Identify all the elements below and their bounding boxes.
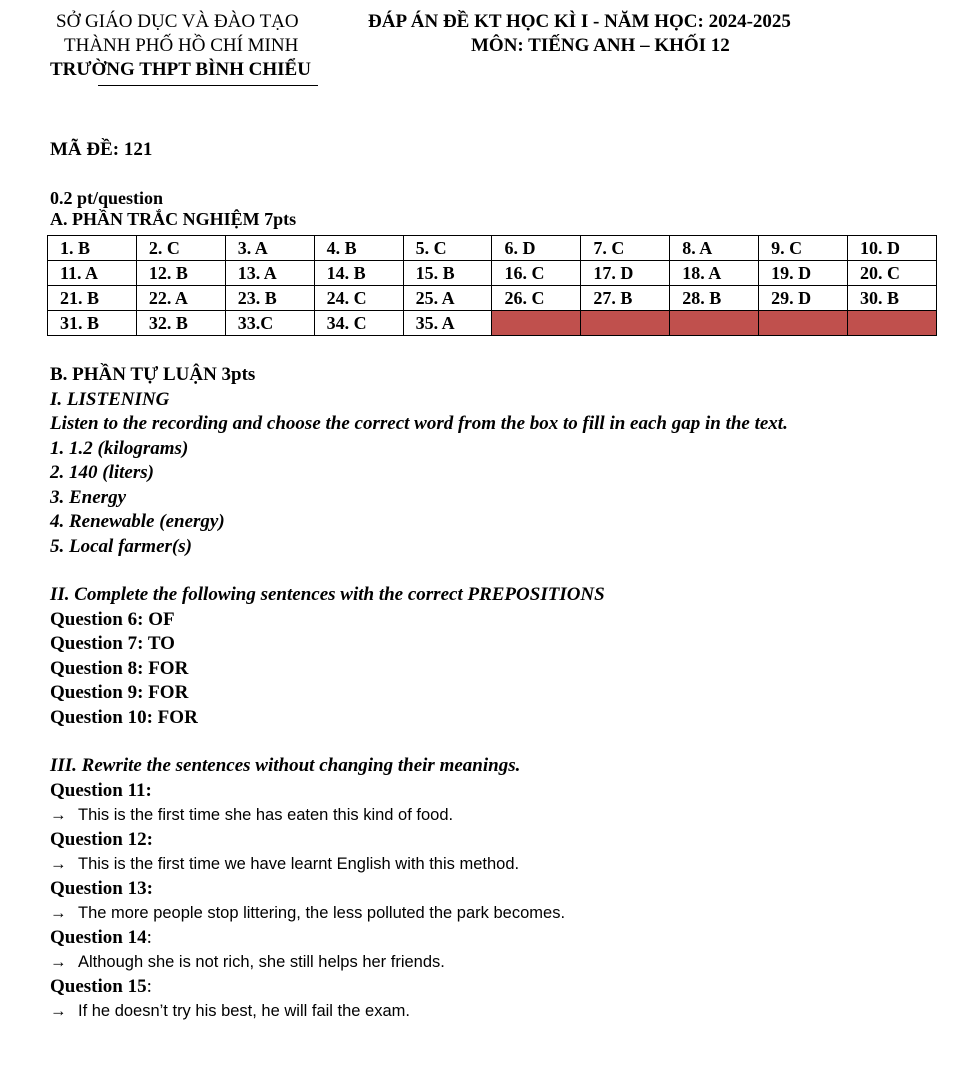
answer-cell: 9. C [759,236,848,261]
label-colon: : [146,975,152,997]
answer-cell: 14. B [314,261,403,286]
section-b [50,363,950,1024]
table-row [48,236,937,261]
answer-text: Although she is not rich, she still helps her friends. [78,953,445,971]
answer-cell: 3. A [225,236,314,261]
listening-instruction: Listen to the recording and choose the correct word from the box to fill in each gap in the text. [50,413,788,434]
answer-cell: 16. C [492,261,581,286]
question-label-line [50,975,950,1000]
answer-text: This is the first time she has eaten this kind of food. [78,806,454,824]
answer-cell: 13. A [225,261,314,286]
listening-answer: 3. Energy [50,486,126,508]
question-label: Question 11: [50,779,152,801]
arrow-icon: → [50,855,67,873]
answer-value: TO [147,633,175,654]
spacer [50,730,950,754]
prepositions-heading: II. Complete the following sentences with the correct PREPOSITIONS [50,584,605,605]
answer-cell: 5. C [403,236,492,261]
spacer [50,559,950,583]
answer-cell: 31. B [48,311,137,336]
rewrite-answer [50,950,950,975]
empty-filled-cell [581,311,670,336]
arrow-icon: → [50,904,67,922]
department-name: SỞ GIÁO DỤC VÀ ĐÀO TẠO [56,11,299,32]
answer-cell: 12. B [136,261,225,286]
answer-value: FOR [148,657,189,679]
answer-cell: 11. A [48,261,137,286]
answer-cell: 28. B [670,286,759,311]
section-a-title: A. PHẦN TRẮC NGHIỆM 7pts [50,209,297,229]
empty-filled-cell [492,311,581,336]
rewrite-answer [50,803,950,828]
city-name: THÀNH PHỐ HỒ CHÍ MINH [64,35,299,56]
arrow-icon: → [50,953,67,971]
answer-cell: 20. C [848,261,937,286]
answer-cell: 2. C [136,236,225,261]
question-label: Question 13: [50,877,153,899]
answer-cell: 19. D [759,261,848,286]
preposition-answer [50,706,950,731]
answer-cell: 6. D [492,236,581,261]
preposition-answer [50,608,950,633]
answer-cell: 27. B [581,286,670,311]
subject-line: MÔN: TIẾNG ANH – KHỐI 12 [471,35,730,56]
answer-text: This is the first time we have learnt English with this method. [78,855,520,873]
answer-cell: 18. A [670,261,759,286]
preposition-answer [50,632,950,657]
points-info [50,188,296,230]
section-b-title: B. PHẦN TỰ LUẬN 3pts [50,364,256,385]
table-row [48,311,937,336]
answer-cell: 7. C [581,236,670,261]
answer-cell: 4. B [314,236,403,261]
answer-cell: 8. A [670,236,759,261]
listening-answer: 5. Local farmer(s) [50,535,192,557]
answer-value: OF [148,608,175,630]
question-label: Question 7: [50,633,148,654]
answer-cell: 35. A [403,311,492,336]
answer-value: : FOR [137,682,189,703]
listening-answer: 4. Renewable (energy) [50,511,225,532]
answer-cell: 24. C [314,286,403,311]
answer-cell: 32. B [136,311,225,336]
question-label: Question 15 [50,975,147,997]
answer-cell: 17. D [581,261,670,286]
preposition-answer [50,657,950,682]
answer-cell: 30. B [848,286,937,311]
question-label: Question 14 [50,926,147,948]
listening-answer: 1. 1.2 (kilograms) [50,437,189,459]
school-name: TRƯỜNG THPT BÌNH CHIỂU [50,59,311,80]
answer-text: If he doesn’t try his best, he will fail the exam. [78,1002,410,1020]
school-name-underline [98,85,318,86]
answer-cell: 25. A [403,286,492,311]
answer-cell: 26. C [492,286,581,311]
listening-answer: 2. 140 (liters) [50,462,154,483]
answer-cell: 21. B [48,286,137,311]
answer-text: The more people stop littering, the less polluted the park becomes. [78,904,566,922]
arrow-icon: → [50,1002,67,1020]
answer-cell: 23. B [225,286,314,311]
question-label: Question 9 [50,682,138,703]
answer-cell: 34. C [314,311,403,336]
answer-cell: 10. D [848,236,937,261]
answer-cell: 29. D [759,286,848,311]
answer-cell: 1. B [48,236,137,261]
empty-filled-cell [848,311,937,336]
rewrite-answer [50,852,950,877]
answer-cell: 33.C [225,311,314,336]
rewrite-heading: III. Rewrite the sentences without changing their meanings. [50,755,521,776]
arrow-icon: → [50,806,67,824]
empty-filled-cell [759,311,848,336]
question-label: Question 6: [50,608,149,630]
table-row [48,261,937,286]
exam-code: MÃ ĐỀ: 121 [50,139,153,160]
answer-value: : FOR [146,706,198,728]
question-label: Question 8: [50,657,149,679]
rewrite-answer [50,901,950,926]
question-label-line [50,926,950,951]
table-row [48,286,937,311]
question-label: Question 10 [50,706,147,728]
answer-cell: 22. A [136,286,225,311]
points-per-question: 0.2 pt/question [50,188,164,208]
header-right [368,10,868,58]
answer-key-table [47,235,937,336]
document-title: ĐÁP ÁN ĐỀ KT HỌC KÌ I - NĂM HỌC: 2024-2025 [368,11,791,32]
empty-filled-cell [670,311,759,336]
label-colon: : [146,926,152,948]
answer-cell: 15. B [403,261,492,286]
listening-heading: I. LISTENING [50,388,170,410]
header-left [50,10,350,82]
rewrite-answer [50,999,950,1024]
preposition-answer [50,681,950,706]
question-label: Question 12: [50,828,153,850]
